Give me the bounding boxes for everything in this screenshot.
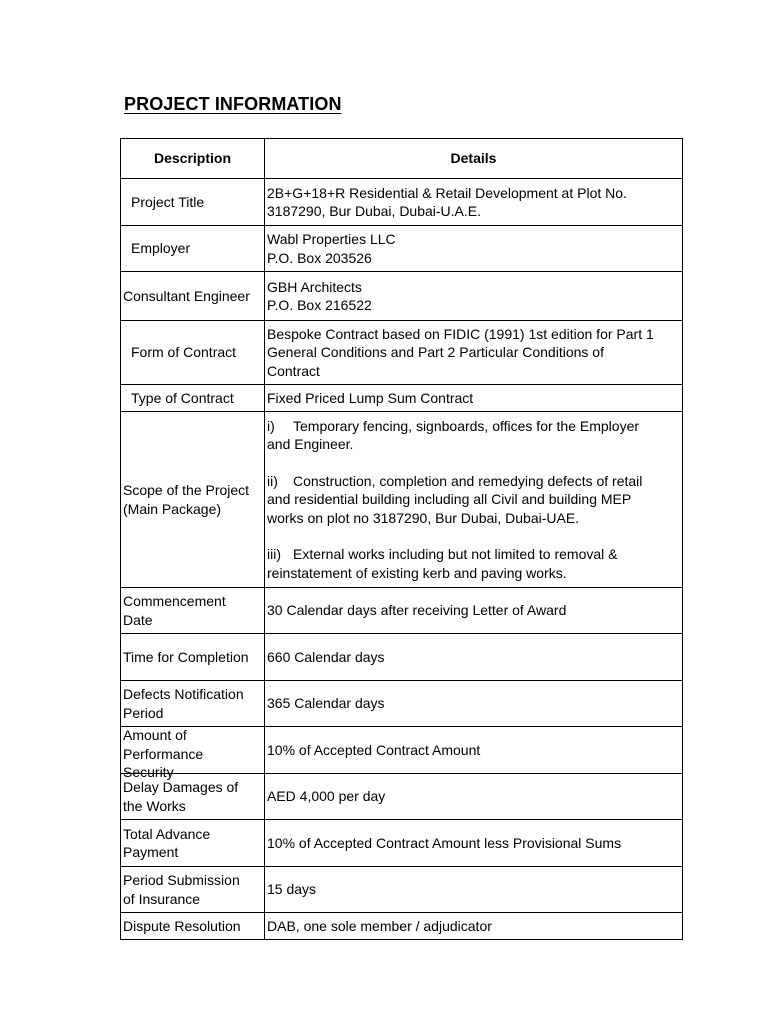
scope-item-number: ii) xyxy=(267,472,278,489)
project-info-table xyxy=(120,138,683,940)
value-type-of-contract: Fixed Priced Lump Sum Contract xyxy=(265,385,683,412)
label-line: Commencement xyxy=(123,593,226,609)
label-defects-notification xyxy=(121,681,265,727)
scope-item-text: reinstatement of existing kerb and paving works. xyxy=(267,564,567,581)
value-line: General Conditions and Part 2 Particular Conditions of xyxy=(267,344,604,361)
label-line: the Works xyxy=(123,797,186,814)
label-scope xyxy=(121,412,265,588)
scope-item-number: i) xyxy=(267,417,275,434)
label-line: Period Submission xyxy=(123,872,240,888)
header-details: Details xyxy=(265,139,683,179)
value-line: P.O. Box 216522 xyxy=(267,297,372,313)
label-form-of-contract: Form of Contract xyxy=(121,321,265,385)
label-time-for-completion: Time for Completion xyxy=(121,634,265,681)
value-insurance: 15 days xyxy=(265,867,683,913)
table-row-dispute xyxy=(121,913,683,940)
label-line: Amount of xyxy=(123,727,187,743)
value-employer xyxy=(265,226,683,272)
label-line: Period xyxy=(123,704,164,721)
label-line: (Main Package) xyxy=(123,500,222,517)
table-row-scope xyxy=(121,412,683,588)
value-dispute: DAB, one sole member / adjudicator xyxy=(265,913,683,940)
label-line: Scope of the Project xyxy=(123,482,250,498)
scope-item-2 xyxy=(267,472,680,528)
label-line: Performance xyxy=(123,745,204,762)
label-line: Defects Notification xyxy=(123,686,244,702)
label-consultant: Consultant Engineer xyxy=(121,272,265,321)
value-form-of-contract xyxy=(265,321,683,385)
label-line: of Insurance xyxy=(123,890,201,907)
value-line: P.O. Box 203526 xyxy=(267,249,372,266)
label-line: Date xyxy=(123,611,153,628)
label-employer: Employer xyxy=(121,226,265,272)
table-row-performance-security xyxy=(121,727,683,774)
label-dispute: Dispute Resolution xyxy=(121,913,265,940)
scope-item-text: Temporary fencing, signboards, offices for the Employer xyxy=(293,417,640,434)
table-row-insurance xyxy=(121,867,683,913)
page-title: PROJECT INFORMATION xyxy=(124,94,342,114)
scope-item-3 xyxy=(267,545,680,582)
table-row-consultant xyxy=(121,272,683,321)
scope-item-text: and Engineer. xyxy=(267,436,354,453)
scope-item-1 xyxy=(267,417,680,454)
table-header-row xyxy=(121,139,683,179)
scope-item-text: works on plot no 3187290, Bur Dubai, Dubai-UAE. xyxy=(267,509,580,526)
value-consultant xyxy=(265,272,683,321)
label-advance-payment xyxy=(121,820,265,867)
value-defects-notification: 365 Calendar days xyxy=(265,681,683,727)
table-row-project-title xyxy=(121,179,683,226)
scope-item-text: External works including but not limited to removal & xyxy=(293,546,618,563)
value-line: Bespoke Contract based on FIDIC (1991) 1st edition for Part 1 xyxy=(267,325,654,342)
value-line: GBH Architects xyxy=(267,278,362,295)
label-insurance xyxy=(121,867,265,913)
label-performance-security xyxy=(121,727,265,780)
value-delay-damages: AED 4,000 per day xyxy=(265,774,683,820)
value-commencement: 30 Calendar days after receiving Letter of Award xyxy=(265,588,683,634)
value-line: Contract xyxy=(267,362,320,379)
value-line: 2B+G+18+R Residential & Retail Development at Plot No. xyxy=(267,184,627,201)
label-type-of-contract: Type of Contract xyxy=(121,385,265,412)
value-performance-security: 10% of Accepted Contract Amount xyxy=(265,727,683,774)
value-time-for-completion: 660 Calendar days xyxy=(265,634,683,681)
value-line: 3187290, Bur Dubai, Dubai-U.A.E. xyxy=(267,203,482,219)
table-row-delay-damages xyxy=(121,774,683,820)
label-commencement xyxy=(121,588,265,634)
table-row-advance-payment xyxy=(121,820,683,867)
value-scope xyxy=(265,412,683,588)
header-description: Description xyxy=(121,139,265,179)
table-row-type-of-contract xyxy=(121,385,683,412)
table-row-commencement xyxy=(121,588,683,634)
value-project-title xyxy=(265,179,683,226)
value-line: Wabl Properties LLC xyxy=(267,231,396,247)
table-row-form-of-contract xyxy=(121,321,683,385)
clipped-label xyxy=(123,726,262,780)
scope-item-text: and residential building including all Civil and building MEP xyxy=(267,491,632,508)
table-row-defects-notification xyxy=(121,681,683,727)
table-row-employer xyxy=(121,226,683,272)
value-advance-payment: 10% of Accepted Contract Amount less Provisional Sums xyxy=(265,820,683,867)
label-line: Payment xyxy=(123,844,179,860)
table-row-time-for-completion xyxy=(121,634,683,681)
label-line: Total Advance xyxy=(123,825,211,842)
label-project-title: Project Title xyxy=(121,179,265,226)
scope-item-number: iii) xyxy=(267,546,281,563)
scope-item-text: Construction, completion and remedying defects of retail xyxy=(293,472,643,489)
label-line: Delay Damages of xyxy=(123,779,239,795)
label-delay-damages xyxy=(121,774,265,820)
label-line: Security xyxy=(123,764,174,780)
